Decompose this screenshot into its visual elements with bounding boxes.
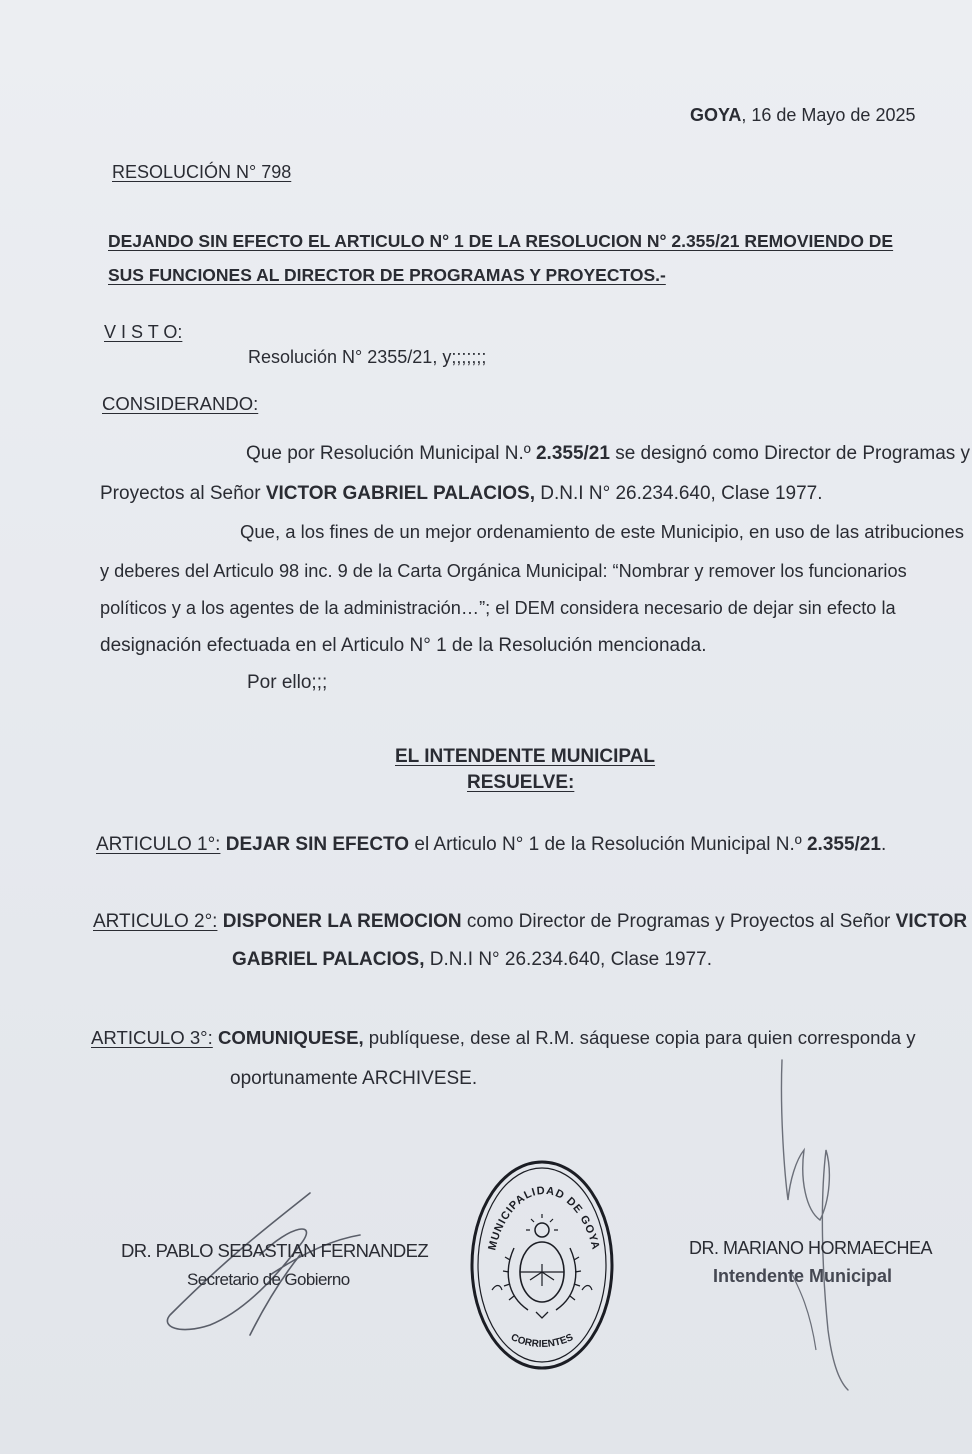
article-2-line2-text: D.N.I N° 26.234.640, Clase 1977. [424, 949, 712, 970]
p1-resolution: 2.355/21 [535, 443, 610, 464]
seal-bottom-text: CORRIENTES [508, 1332, 576, 1350]
article-2-name-end: GABRIEL PALACIOS, [232, 949, 425, 970]
considerando-p2-line2: y deberes del Articulo 98 inc. 9 de la Carta Orgánica Municipal: “Nombrar y remover los funcionarios [100, 561, 907, 581]
article-1 [96, 835, 886, 854]
resolve-authority: EL INTENDENTE MUNICIPAL [395, 746, 656, 767]
subject-line-1: DEJANDO SIN EFECTO EL ARTICULO N° 1 DE LA RESOLUCION N° 2.355/21 REMOVIENDO DE [108, 231, 894, 251]
considerando-closing: Por ello;;; [247, 672, 328, 693]
article-1-label: ARTICULO 1°: [96, 834, 221, 855]
header-date [690, 106, 916, 124]
p1-line2-post: D.N.I N° 26.234.640, Clase 1977. [535, 483, 823, 504]
subject-line-2: SUS FUNCIONES AL DIRECTOR DE PROGRAMAS Y PROYECTOS.- [108, 265, 666, 285]
considerando-p2-line1: Que, a los fines de un mejor ordenamiento de este Municipio, en uso de las atribuciones [240, 521, 964, 542]
considerando-p2-line3: políticos y a los agentes de la administración…”; el DEM considera necesario de dejar sin efecto la [100, 598, 896, 618]
considerando-p1-line2 [100, 484, 823, 503]
visto-label: V I S T O: [104, 322, 183, 342]
right-signatory-title: Intendente Municipal [713, 1266, 893, 1286]
article-2-bold: DISPONER LA REMOCION [222, 911, 462, 932]
considerando-label: CONSIDERANDO: [102, 393, 259, 414]
header-date-text: , 16 de Mayo de 2025 [741, 105, 916, 125]
considerando-p2-line4: designación efectuada en el Articulo N° 1 de la Resolución mencionada. [100, 635, 707, 656]
p1-name: VICTOR GABRIEL PALACIOS, [265, 483, 536, 504]
visto-text: Resolución N° 2355/21, y;;;;;;; [248, 347, 487, 367]
article-1-tail: . [880, 834, 887, 855]
article-1-bold: DEJAR SIN EFECTO [225, 834, 410, 855]
article-1-resolution: 2.355/21 [806, 834, 881, 855]
article-2 [93, 912, 967, 931]
municipal-seal [470, 1160, 614, 1370]
seal-ring-text: MUNICIPALIDAD DE GOYA [486, 1184, 602, 1252]
resolve-word: RESUELVE: [467, 772, 575, 793]
left-signatory-name: DR. PABLO SEBASTIAN FERNANDEZ [121, 1240, 429, 1261]
article-2-text: como Director de Programas y Proyectos al Señor [461, 911, 896, 932]
p1-line2-pre: Proyectos al Señor [100, 483, 266, 504]
article-3-bold: COMUNIQUESE, [217, 1027, 364, 1048]
right-signature-scribble [760, 1050, 880, 1410]
svg-text:CORRIENTES [509, 1332, 575, 1350]
article-3-line2: oportunamente ARCHIVESE. [230, 1068, 478, 1089]
article-1-text: el Articulo N° 1 de la Resolución Municipal N.º [409, 834, 807, 855]
considerando-p1-line1 [246, 444, 970, 463]
header-city: GOYA [690, 105, 742, 125]
p1-post: se designó como Director de Programas y [609, 443, 971, 464]
article-2-name-start: VICTOR [895, 911, 968, 932]
right-signatory-name: DR. MARIANO HORMAECHEA [689, 1238, 933, 1258]
article-3-text: publíquese, dese al R.M. sáquese copia para quien corresponda y [363, 1027, 916, 1048]
article-2-label: ARTICULO 2°: [93, 911, 218, 932]
article-3-label: ARTICULO 3°: [91, 1027, 213, 1048]
article-2-line2 [232, 950, 712, 969]
left-signatory-title: Secretario de Gobierno [187, 1270, 350, 1289]
resolution-number: RESOLUCIÓN N° 798 [112, 162, 292, 182]
p1-pre: Que por Resolución Municipal N.º [246, 443, 536, 464]
left-signature-scribble [150, 1185, 390, 1345]
article-3 [91, 1029, 916, 1048]
